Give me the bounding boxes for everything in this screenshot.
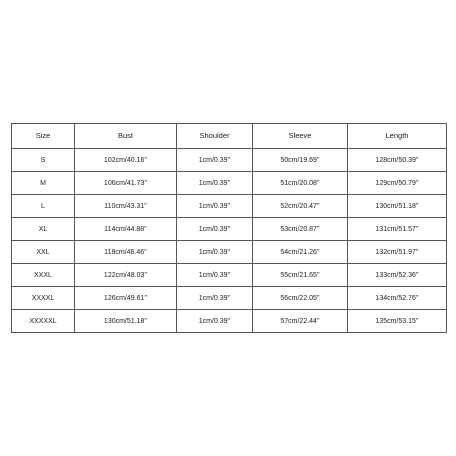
cell-bust: 118cm/46.46'' xyxy=(75,241,177,264)
header-bust: Bust xyxy=(75,124,177,149)
cell-length: 135cm/53.15'' xyxy=(348,310,447,333)
cell-size: S xyxy=(12,149,75,172)
cell-bust: 130cm/51.18'' xyxy=(75,310,177,333)
cell-size: XXL xyxy=(12,241,75,264)
cell-sleeve: 53cm/20.87'' xyxy=(253,218,348,241)
cell-sleeve: 54cm/21.26'' xyxy=(253,241,348,264)
cell-shoulder: 1cm/0.39'' xyxy=(177,287,253,310)
cell-shoulder: 1cm/0.39'' xyxy=(177,241,253,264)
cell-bust: 102cm/40.16'' xyxy=(75,149,177,172)
cell-length: 131cm/51.57'' xyxy=(348,218,447,241)
table-row xyxy=(12,310,447,333)
cell-bust: 110cm/43.31'' xyxy=(75,195,177,218)
cell-bust: 114cm/44.88'' xyxy=(75,218,177,241)
table-row xyxy=(12,287,447,310)
cell-shoulder: 1cm/0.39'' xyxy=(177,264,253,287)
cell-bust: 122cm/48.03'' xyxy=(75,264,177,287)
table-row xyxy=(12,172,447,195)
cell-length: 130cm/51.18'' xyxy=(348,195,447,218)
cell-bust: 126cm/49.61'' xyxy=(75,287,177,310)
header-length: Length xyxy=(348,124,447,149)
cell-sleeve: 56cm/22.05'' xyxy=(253,287,348,310)
size-chart-table xyxy=(11,123,447,333)
header-size: Size xyxy=(12,124,75,149)
table-row xyxy=(12,195,447,218)
cell-shoulder: 1cm/0.39'' xyxy=(177,149,253,172)
cell-shoulder: 1cm/0.39'' xyxy=(177,310,253,333)
cell-length: 128cm/50.39'' xyxy=(348,149,447,172)
table-row xyxy=(12,241,447,264)
cell-length: 133cm/52.36'' xyxy=(348,264,447,287)
cell-shoulder: 1cm/0.39'' xyxy=(177,195,253,218)
cell-shoulder: 1cm/0.39'' xyxy=(177,172,253,195)
cell-sleeve: 55cm/21.65'' xyxy=(253,264,348,287)
cell-size: XL xyxy=(12,218,75,241)
cell-shoulder: 1cm/0.39'' xyxy=(177,218,253,241)
cell-sleeve: 51cm/20.08'' xyxy=(253,172,348,195)
cell-sleeve: 50cm/19.69'' xyxy=(253,149,348,172)
cell-sleeve: 52cm/20.47'' xyxy=(253,195,348,218)
table-row xyxy=(12,149,447,172)
cell-bust: 106cm/41.73'' xyxy=(75,172,177,195)
cell-length: 134cm/52.76'' xyxy=(348,287,447,310)
cell-sleeve: 57cm/22.44'' xyxy=(253,310,348,333)
cell-length: 129cm/50.79'' xyxy=(348,172,447,195)
cell-size: XXXL xyxy=(12,264,75,287)
table-row xyxy=(12,218,447,241)
table-row xyxy=(12,264,447,287)
cell-size: M xyxy=(12,172,75,195)
header-row xyxy=(12,124,447,149)
cell-size: XXXXL xyxy=(12,287,75,310)
cell-length: 132cm/51.97'' xyxy=(348,241,447,264)
header-shoulder: Shoulder xyxy=(177,124,253,149)
cell-size: XXXXXL xyxy=(12,310,75,333)
cell-size: L xyxy=(12,195,75,218)
header-sleeve: Sleeve xyxy=(253,124,348,149)
